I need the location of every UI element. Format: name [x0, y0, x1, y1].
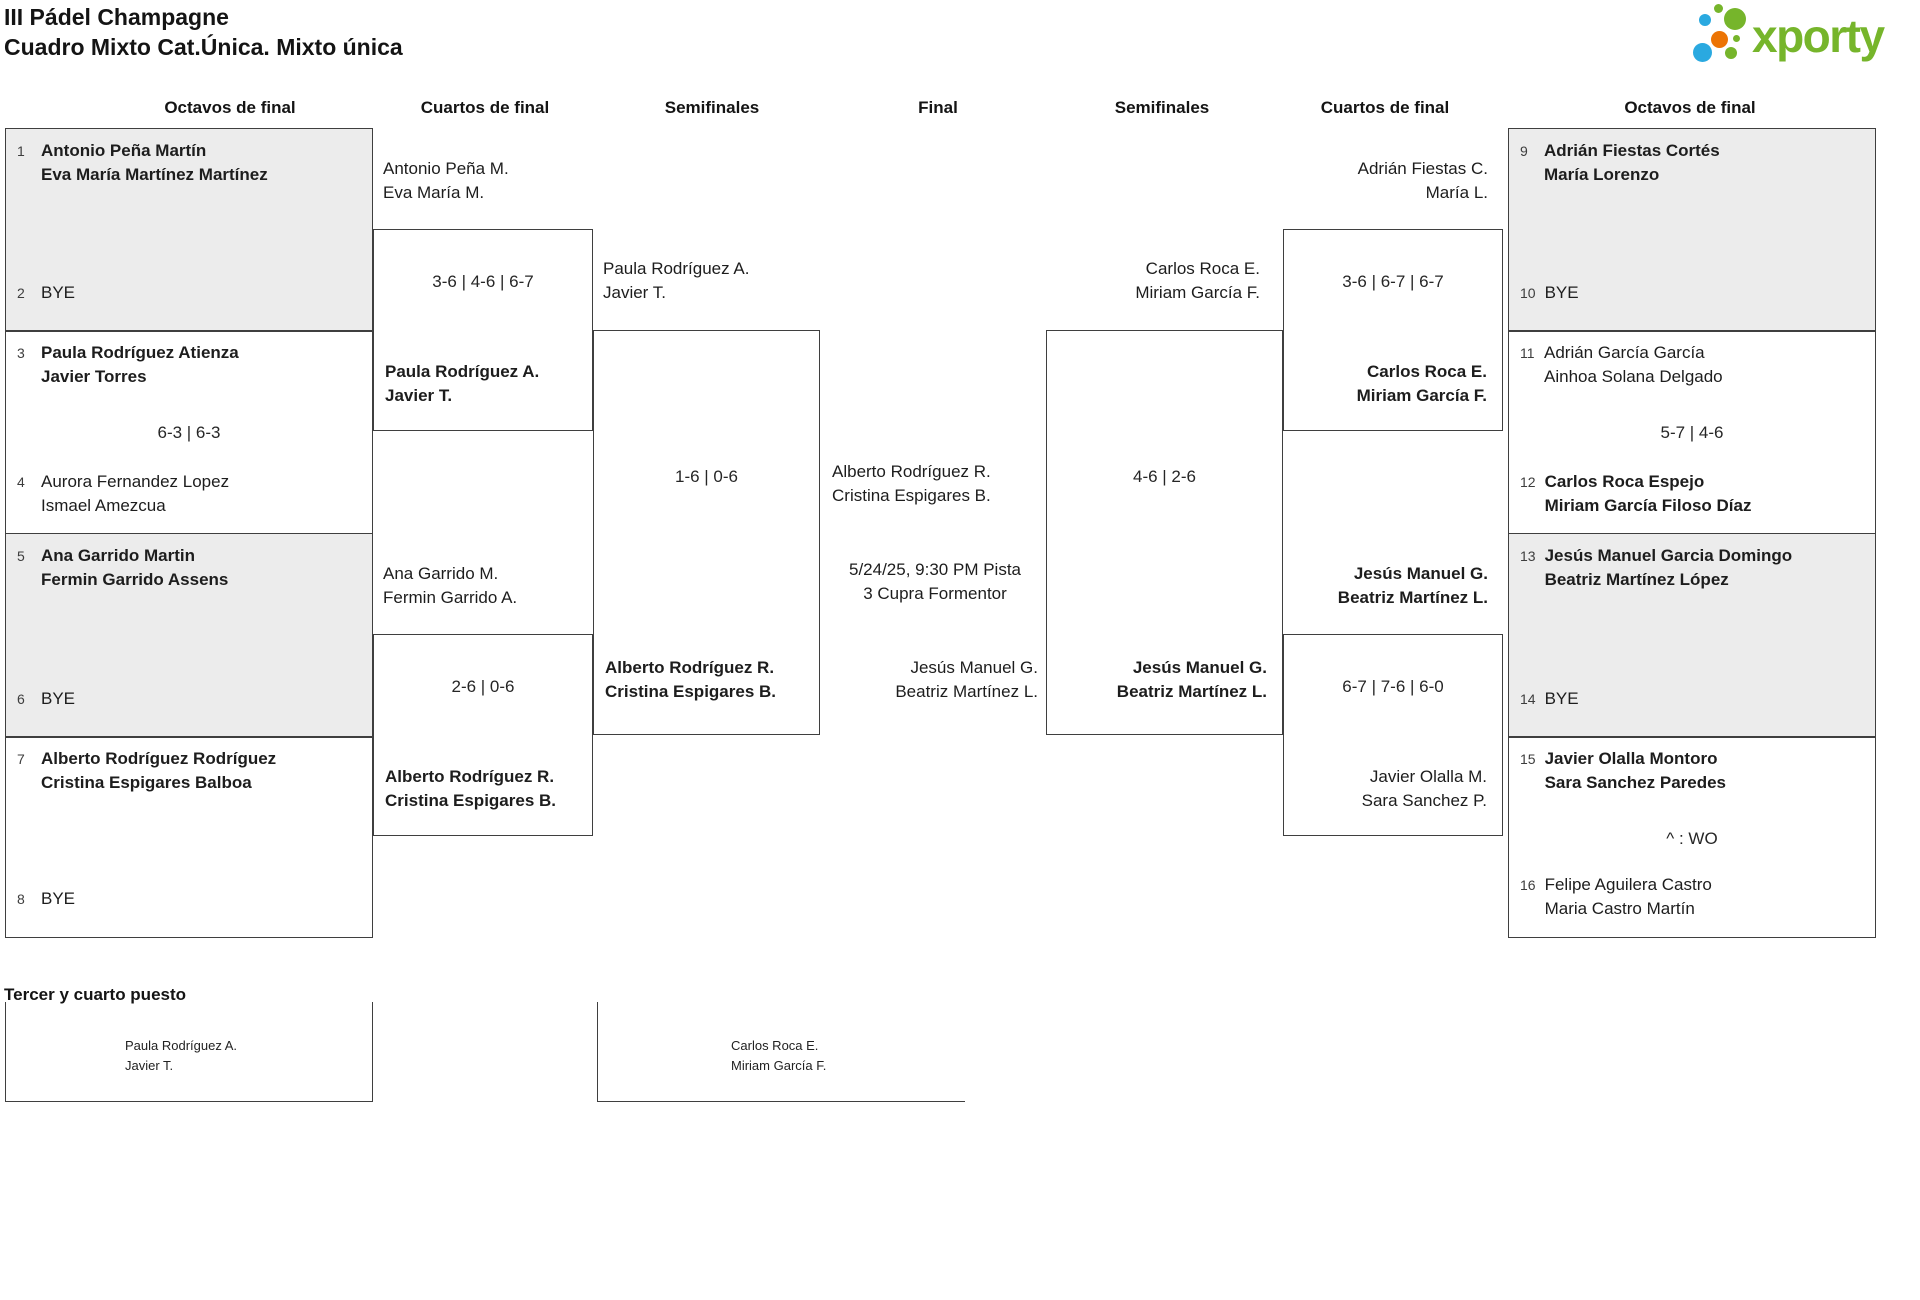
match-score: 3-6 | 6-7 | 6-7 [1342, 272, 1444, 291]
round-header-semis-right: Semifinales [1114, 98, 1210, 117]
team-name: BYE [41, 283, 76, 302]
round-header-cuartos-right: Cuartos de final [1320, 98, 1450, 117]
match-score: 6-7 | 7-6 | 6-0 [1342, 677, 1444, 696]
team-name: Carlos Roca E. Miriam García F. [731, 1038, 827, 1073]
match-r16-8[interactable] [1508, 736, 1876, 938]
seed-number: 8 [17, 891, 25, 907]
team-name: Aurora Fernandez Lopez Ismael Amezcua [41, 472, 230, 515]
tournament-name: III Pádel Champagne [4, 4, 229, 30]
team-name: Alberto Rodríguez Rodríguez Cristina Espigares Balboa [41, 749, 277, 792]
logo-dot-icon [1693, 43, 1712, 62]
seed-number: 16 [1520, 877, 1536, 893]
logo-dot-icon [1733, 35, 1740, 42]
match-score: ^ : WO [1666, 829, 1718, 848]
team-name: Paula Rodríguez Atienza Javier Torres [41, 343, 239, 386]
match-score: 6-3 | 6-3 [157, 423, 221, 442]
third-place-slot-right[interactable] [597, 1002, 965, 1102]
logo-wordmark: xporty [1752, 10, 1884, 62]
seed-number: 2 [17, 285, 25, 301]
seed-number: 15 [1520, 751, 1536, 767]
match-r16-2[interactable] [5, 330, 373, 535]
match-score: 3-6 | 4-6 | 6-7 [432, 272, 534, 291]
seed-number: 5 [17, 548, 25, 564]
match-score: 2-6 | 0-6 [451, 677, 515, 696]
seed-number: 13 [1520, 548, 1536, 564]
match-qf-3[interactable] [1283, 229, 1503, 431]
team-name: Adrián Fiestas Cortés María Lorenzo [1544, 141, 1720, 184]
team-name: Felipe Aguilera Castro Maria Castro Martín [1544, 875, 1712, 918]
final-team-b: Jesús Manuel G. Beatriz Martínez L. [895, 658, 1038, 701]
final-team-a: Alberto Rodríguez R. Cristina Espigares B. [832, 462, 991, 505]
match-r16-7[interactable] [1508, 533, 1876, 738]
team-name: BYE [41, 889, 76, 908]
logo-dot-icon [1714, 4, 1723, 13]
seed-number: 1 [17, 143, 25, 159]
match-winner: Alberto Rodríguez R. Cristina Espigares B. [385, 767, 557, 810]
team-name: Antonio Peña Martín Eva María Martínez Martínez [41, 141, 268, 184]
team-name: Adrián García García Ainhoa Solana Delgado [1544, 343, 1723, 386]
logo-dot-icon [1724, 8, 1746, 30]
match-r16-5[interactable] [1508, 128, 1876, 332]
match-qf-4[interactable] [1283, 634, 1503, 836]
seed-number: 11 [1520, 345, 1535, 361]
match-score: 5-7 | 4-6 [1660, 423, 1724, 442]
seed-number: 12 [1520, 474, 1536, 490]
round-header-cuartos-left: Cuartos de final [420, 98, 550, 117]
match-score: 4-6 | 2-6 [1132, 467, 1196, 486]
round-header-semis-left: Semifinales [664, 98, 760, 117]
match-r16-6[interactable] [1508, 330, 1876, 535]
match-r16-4[interactable] [5, 736, 373, 938]
qf3-team-top: Adrián Fiestas C. María L. [1357, 159, 1488, 202]
team-name: BYE [1544, 689, 1579, 708]
match-loser: Javier Olalla M. Sara Sanchez P. [1361, 767, 1487, 810]
match-r16-1[interactable] [5, 128, 373, 332]
match-winner: Paula Rodríguez A. Javier T. [385, 362, 540, 405]
match-winner: Alberto Rodríguez R. Cristina Espigares B. [605, 658, 777, 701]
team-name: Ana Garrido Martin Fermin Garrido Assens [41, 546, 229, 589]
round-header-octavos-left: Octavos de final [164, 98, 296, 117]
logo-dot-icon [1725, 47, 1737, 59]
match-sf-1[interactable] [593, 330, 820, 735]
seed-number: 9 [1520, 143, 1528, 159]
match-qf-2[interactable] [373, 634, 593, 836]
team-name: Javier Olalla Montoro Sara Sanchez Paredes [1544, 749, 1727, 792]
qf1-team-top: Antonio Peña M. Eva María M. [383, 159, 509, 202]
logo-dot-icon [1711, 31, 1728, 48]
third-place-heading: Tercer y cuarto puesto [4, 985, 187, 1004]
sf2-team-top: Carlos Roca E. Miriam García F. [1135, 259, 1260, 302]
seed-number: 6 [17, 691, 25, 707]
team-name: BYE [1544, 283, 1579, 302]
sf1-team-top: Paula Rodríguez A. Javier T. [603, 259, 750, 302]
match-qf-1[interactable] [373, 229, 593, 431]
third-place-slot-left[interactable] [5, 1002, 373, 1102]
round-header-final: Final [918, 98, 958, 117]
round-header-octavos-right: Octavos de final [1624, 98, 1756, 117]
seed-number: 3 [17, 345, 25, 361]
team-name: BYE [41, 689, 76, 708]
match-winner: Carlos Roca E. Miriam García F. [1356, 362, 1487, 405]
team-name: Jesús Manuel Garcia Domingo Beatriz Martínez López [1544, 546, 1793, 589]
seed-number: 14 [1520, 691, 1536, 707]
match-winner: Jesús Manuel G. Beatriz Martínez L. [1116, 658, 1267, 701]
match-score: 1-6 | 0-6 [674, 467, 738, 486]
match-r16-3[interactable] [5, 533, 373, 738]
page-title [4, 2, 403, 62]
team-name: Carlos Roca Espejo Miriam García Filoso Díaz [1544, 472, 1752, 515]
draw-name: Cuadro Mixto Cat.Única. Mixto única [4, 34, 403, 60]
seed-number: 4 [17, 474, 25, 490]
final-schedule: 5/24/25, 9:30 PM Pista 3 Cupra Formentor [849, 560, 1021, 603]
match-sf-2[interactable] [1046, 330, 1283, 735]
qf4-team-top: Jesús Manuel G. Beatriz Martínez L. [1337, 564, 1488, 607]
qf2-team-top: Ana Garrido M. Fermin Garrido A. [383, 564, 518, 607]
xporty-logo[interactable] [1688, 4, 1916, 70]
seed-number: 10 [1520, 285, 1536, 301]
seed-number: 7 [17, 751, 25, 767]
logo-dot-icon [1699, 14, 1711, 26]
team-name: Paula Rodríguez A. Javier T. [125, 1038, 238, 1073]
